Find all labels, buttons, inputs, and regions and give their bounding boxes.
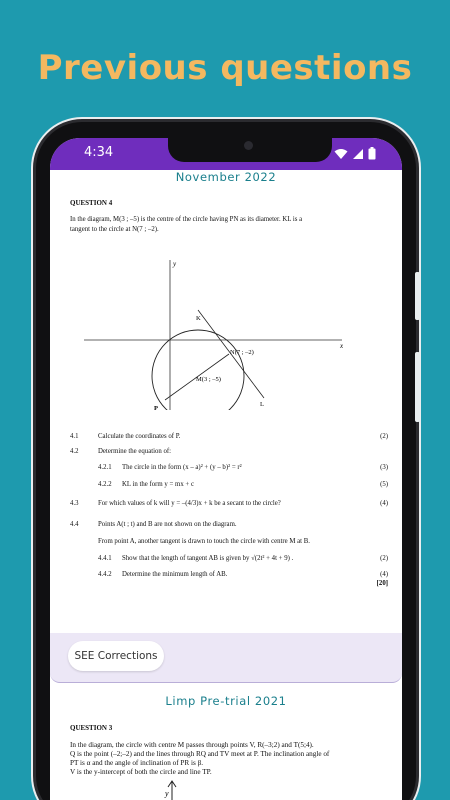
question-paper-limp-2021	[50, 710, 402, 800]
section-title: November 2022	[175, 170, 277, 184]
question-paper-nov-2022	[50, 170, 402, 630]
label-p: P	[154, 405, 158, 410]
volume-button	[415, 352, 420, 422]
item-text: Determine the equation of:	[98, 448, 172, 455]
status-icons	[334, 147, 376, 160]
item-text: For which values of k will y = –(4/3)x + k be a secant to the circle?	[98, 500, 281, 507]
question-heading: QUESTION 4	[70, 199, 113, 207]
x-axis-label: x	[340, 342, 344, 350]
label-m: M(3 ; –5)	[196, 376, 221, 383]
item-text: The circle in the form (x – a)² + (y – b)² = r²	[122, 464, 242, 471]
item-number: 4.4.2	[98, 571, 112, 578]
question-heading: QUESTION 3	[70, 724, 113, 732]
item-text: Determine the minimum length of AB.	[122, 571, 228, 578]
item-marks: (4)	[380, 500, 388, 507]
battery-icon	[368, 147, 376, 160]
phone-frame	[36, 122, 416, 800]
corrections-card	[50, 633, 402, 683]
y-axis-label: y	[173, 260, 177, 268]
item-number: 4.2.1	[98, 464, 112, 471]
section-title: Limp Pre-trial 2021	[165, 694, 287, 708]
item-number: 4.1	[70, 433, 79, 440]
y-axis-label: y	[165, 789, 169, 798]
power-button	[415, 272, 420, 320]
item-marks: (3)	[380, 464, 388, 471]
total-marks: [20]	[376, 580, 388, 587]
item-number: 4.3	[70, 500, 79, 507]
item-number: 4.2	[70, 448, 79, 455]
signal-icon	[352, 148, 364, 160]
question-intro-line: tangent to the circle at N(7 ; –2).	[70, 226, 159, 233]
item-marks: (2)	[380, 433, 388, 440]
question-text-line: Q is the point (–2;–2) and the lines through RQ and TV meet at P. The inclination angle of	[70, 750, 330, 758]
status-time: 4:34	[84, 145, 114, 160]
item-number: 4.4.1	[98, 555, 112, 562]
question-text-line: PT is α and the angle of inclination of PR is β.	[70, 759, 204, 767]
item-text: Calculate the coordinates of P.	[98, 433, 181, 440]
item-marks: (4)	[380, 571, 388, 578]
item-text: From point A, another tangent is drawn to touch the circle with centre M at B.	[98, 538, 310, 545]
item-text: KL in the form y = mx + c	[122, 481, 194, 488]
item-number: 4.2.2	[98, 481, 112, 488]
circle-diagram	[50, 240, 402, 410]
item-text: Points A(t ; t) and B are not shown on the diagram.	[98, 521, 237, 528]
phone-screen	[50, 138, 402, 800]
label-l: L	[260, 401, 264, 408]
question-intro-line: In the diagram, M(3 ; –5) is the centre of the circle having PN as its diameter. KL is a	[70, 216, 303, 223]
circle-diagram-2	[50, 778, 402, 800]
label-n: N(7 ; –2)	[230, 349, 254, 356]
content-area[interactable]	[50, 170, 402, 800]
label-k: K	[196, 315, 201, 322]
item-number: 4.4	[70, 521, 79, 528]
item-marks: (5)	[380, 481, 388, 488]
camera-notch	[168, 138, 332, 162]
question-text-line: V is the y-intercept of both the circle and line TP.	[70, 768, 212, 776]
see-corrections-button[interactable]: SEE Corrections	[68, 641, 164, 671]
status-bar	[50, 138, 402, 170]
question-text-line: In the diagram, the circle with centre M passes through points V, R(–3;2) and T(5;4).	[70, 741, 314, 749]
wifi-icon	[334, 148, 348, 160]
circle	[152, 330, 244, 410]
headline: Previous questions	[37, 48, 413, 88]
item-marks: (2)	[380, 555, 388, 562]
camera-icon	[244, 141, 253, 150]
item-text: Show that the length of tangent AB is given by √(2t² + 4t + 9) .	[122, 555, 294, 562]
